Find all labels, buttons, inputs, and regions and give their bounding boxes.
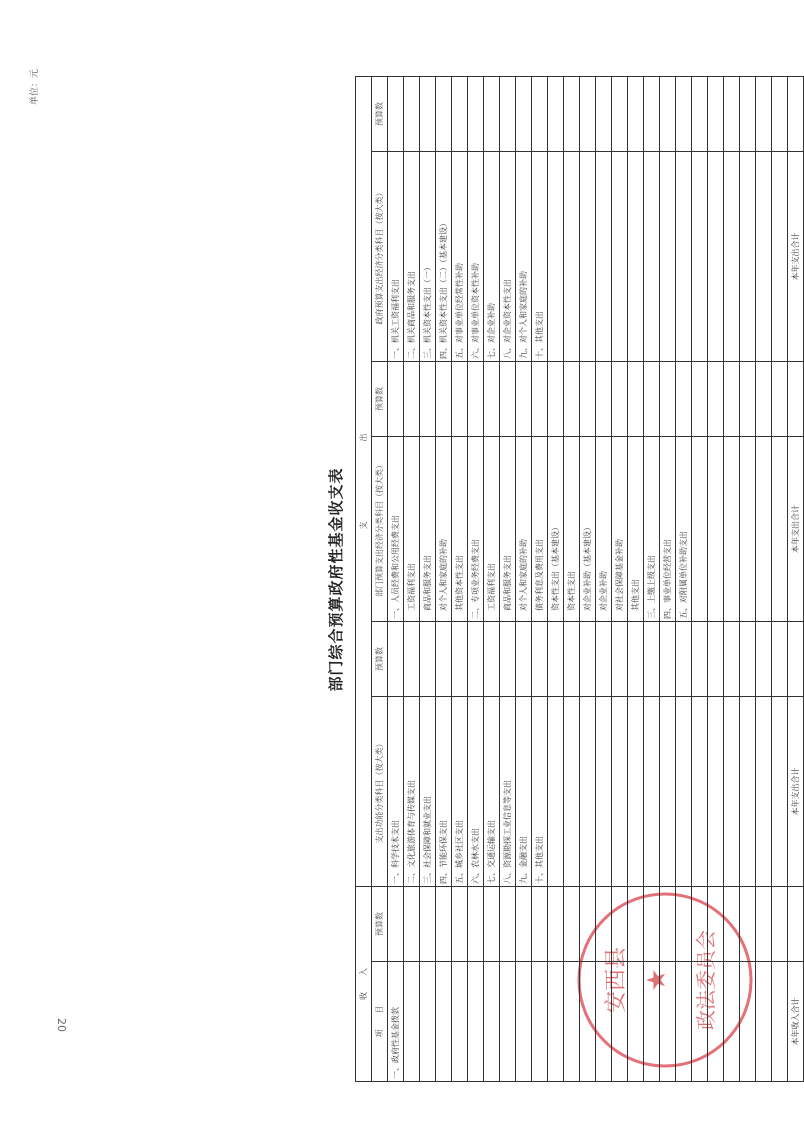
table-cell xyxy=(612,362,628,437)
table-cell xyxy=(740,887,756,962)
table-cell xyxy=(724,622,740,697)
table-cell: 四、事业单位经营支出 xyxy=(660,437,676,622)
table-cell xyxy=(532,887,548,962)
table-cell xyxy=(612,697,628,887)
table-cell: 十、其他支出 xyxy=(532,152,548,362)
col-func: 支出功能分类科目（按大类） xyxy=(372,697,388,887)
table-cell xyxy=(500,76,516,151)
table-cell xyxy=(772,962,788,1082)
table-cell: 资本性支出 xyxy=(564,437,580,622)
table-cell xyxy=(612,962,628,1082)
table-cell xyxy=(740,697,756,887)
table-cell xyxy=(596,697,612,887)
table-cell xyxy=(468,962,484,1082)
table-row xyxy=(564,76,580,1081)
table-cell xyxy=(772,76,788,151)
table-cell xyxy=(548,962,564,1082)
expense-total-dept: 本年支出合计 xyxy=(788,437,804,622)
table-cell xyxy=(452,76,468,151)
table-cell xyxy=(660,697,676,887)
col-budget2: 预算数 xyxy=(372,622,388,697)
table-cell xyxy=(516,887,532,962)
table-cell: 商品和服务支出 xyxy=(420,437,436,622)
table-cell xyxy=(628,962,644,1082)
table-row xyxy=(580,76,596,1081)
table-cell xyxy=(708,437,724,622)
table-row xyxy=(596,76,612,1081)
table-row xyxy=(388,76,404,1081)
table-cell xyxy=(644,76,660,151)
table-cell xyxy=(420,362,436,437)
table-cell xyxy=(612,622,628,697)
table-cell: 对个人和家庭的补助 xyxy=(436,437,452,622)
table-row xyxy=(500,76,516,1081)
table-cell xyxy=(708,152,724,362)
table-cell xyxy=(404,362,420,437)
table-row xyxy=(516,76,532,1081)
table-cell: 三、上缴上级支出 xyxy=(644,437,660,622)
table-cell xyxy=(452,887,468,962)
table-cell xyxy=(564,887,580,962)
table-cell xyxy=(724,697,740,887)
table-cell xyxy=(772,437,788,622)
table-cell: 工资福利支出 xyxy=(484,437,500,622)
table-cell xyxy=(772,887,788,962)
rotated-sheet xyxy=(25,69,800,1082)
table-cell xyxy=(596,76,612,151)
table-cell xyxy=(724,362,740,437)
income-header: 收 入 xyxy=(356,887,372,1082)
table-cell: 八、对企业资本性支出 xyxy=(500,152,516,362)
table-cell xyxy=(404,962,420,1082)
table-cell xyxy=(692,697,708,887)
table-cell xyxy=(692,887,708,962)
table-row xyxy=(628,76,644,1081)
table-cell xyxy=(500,962,516,1082)
table-cell xyxy=(500,887,516,962)
table-cell xyxy=(740,962,756,1082)
col-budget4: 预算数 xyxy=(372,76,388,151)
table-row xyxy=(452,76,468,1081)
table-cell xyxy=(756,697,772,887)
table-cell xyxy=(724,76,740,151)
table-cell xyxy=(708,962,724,1082)
table-cell: 债务利息及费用支出 xyxy=(532,437,548,622)
table-cell xyxy=(548,622,564,697)
table-cell xyxy=(612,887,628,962)
table-cell xyxy=(580,622,596,697)
table-cell xyxy=(708,887,724,962)
expense-total-gov: 本年支出合计 xyxy=(788,152,804,362)
table-cell xyxy=(644,962,660,1082)
table-cell xyxy=(676,152,692,362)
table-cell: 六、对事业单位资本性补助 xyxy=(468,152,484,362)
table-cell xyxy=(468,76,484,151)
table-cell xyxy=(708,697,724,887)
table-cell xyxy=(420,622,436,697)
table-cell xyxy=(564,362,580,437)
table-cell xyxy=(564,152,580,362)
table-cell xyxy=(692,152,708,362)
table-cell xyxy=(644,697,660,887)
svg-text:政法委员会: 政法委员会 xyxy=(694,930,718,1030)
expense-header: 支 出 xyxy=(356,76,372,886)
table-cell xyxy=(564,76,580,151)
table-cell xyxy=(436,76,452,151)
budget-table xyxy=(355,76,804,1082)
table-cell: 三、机关资本性支出（一） xyxy=(420,152,436,362)
table-cell xyxy=(676,887,692,962)
table-cell xyxy=(420,887,436,962)
table-cell: 五、对事业单位经常性补助 xyxy=(452,152,468,362)
table-cell: 四、机关资本性支出（二）（基本建设） xyxy=(436,152,452,362)
table-cell xyxy=(484,76,500,151)
header-row-columns xyxy=(372,76,388,1081)
table-cell xyxy=(580,887,596,962)
table-cell xyxy=(676,76,692,151)
table-cell xyxy=(740,362,756,437)
table-cell xyxy=(724,437,740,622)
table-cell: 对企业补助（基本建设） xyxy=(580,437,596,622)
unit-label: 单位：元 xyxy=(30,69,40,106)
table-cell xyxy=(564,697,580,887)
table-cell xyxy=(676,362,692,437)
col-budget: 预算数 xyxy=(372,887,388,962)
table-cell xyxy=(452,962,468,1082)
expense-total-gov-value xyxy=(788,76,804,151)
table-cell xyxy=(628,362,644,437)
col-dept-econ: 部门预算支出经济分类科目（按大类） xyxy=(372,437,388,622)
table-cell: 一、政府性基金拨款 xyxy=(388,962,404,1082)
table-cell xyxy=(708,362,724,437)
table-cell xyxy=(596,962,612,1082)
table-cell xyxy=(612,152,628,362)
table-cell xyxy=(644,152,660,362)
table-cell xyxy=(692,362,708,437)
table-cell xyxy=(596,152,612,362)
table-cell xyxy=(692,437,708,622)
table-cell: 八、资源勘探工业信息等支出 xyxy=(500,697,516,887)
table-cell xyxy=(404,76,420,151)
table-cell xyxy=(564,962,580,1082)
table-cell xyxy=(628,622,644,697)
table-cell xyxy=(404,622,420,697)
table-cell xyxy=(676,697,692,887)
table-cell xyxy=(692,962,708,1082)
table-cell xyxy=(548,362,564,437)
table-cell xyxy=(436,362,452,437)
table-cell: 二、专项业务经费支出 xyxy=(468,437,484,622)
table-cell: 其他支出 xyxy=(628,437,644,622)
table-cell xyxy=(740,76,756,151)
table-cell: 一、机关工资福利支出 xyxy=(388,152,404,362)
table-row xyxy=(612,76,628,1081)
col-budget3: 预算数 xyxy=(372,362,388,437)
table-cell xyxy=(516,962,532,1082)
page-number: 20 xyxy=(55,1018,68,1032)
table-cell xyxy=(580,697,596,887)
table-cell xyxy=(580,362,596,437)
table-cell: 五、城乡社区支出 xyxy=(452,697,468,887)
table-cell: 一、人员经费和公用经费支出 xyxy=(388,437,404,622)
table-cell xyxy=(596,362,612,437)
page-title: 部门综合预算政府性基金收支表 xyxy=(327,467,345,692)
table-cell xyxy=(468,887,484,962)
table-cell xyxy=(692,76,708,151)
table-cell xyxy=(772,697,788,887)
expense-total-func-value xyxy=(788,622,804,697)
table-cell xyxy=(676,622,692,697)
table-cell: 资本性支出（基本建设） xyxy=(548,437,564,622)
table-cell xyxy=(548,152,564,362)
table-row xyxy=(772,76,788,1081)
table-cell xyxy=(756,962,772,1082)
table-cell xyxy=(740,152,756,362)
table-cell xyxy=(756,362,772,437)
table-cell xyxy=(660,152,676,362)
table-cell xyxy=(628,697,644,887)
table-cell xyxy=(548,697,564,887)
table-cell xyxy=(772,622,788,697)
table-cell xyxy=(468,362,484,437)
income-total-value xyxy=(788,887,804,962)
table-cell xyxy=(532,362,548,437)
table-cell: 商品和服务支出 xyxy=(500,437,516,622)
table-cell xyxy=(580,962,596,1082)
table-cell xyxy=(452,622,468,697)
table-cell: 工资福利支出 xyxy=(404,437,420,622)
table-cell: 四、节能环保支出 xyxy=(436,697,452,887)
table-cell xyxy=(516,76,532,151)
table-cell: 对个人和家庭的补助 xyxy=(516,437,532,622)
table-cell xyxy=(484,887,500,962)
table-cell xyxy=(532,76,548,151)
table-cell: 五、对附属单位补助支出 xyxy=(676,437,692,622)
table-row xyxy=(420,76,436,1081)
table-row xyxy=(692,76,708,1081)
table-cell xyxy=(692,622,708,697)
table-cell xyxy=(660,887,676,962)
table-cell: 一、科学技术支出 xyxy=(388,697,404,887)
svg-text:安西县: 安西县 xyxy=(604,946,629,1014)
table-cell xyxy=(644,622,660,697)
table-cell xyxy=(772,362,788,437)
col-gov-econ: 政府预算支出经济分类科目（按大类） xyxy=(372,152,388,362)
table-cell xyxy=(484,362,500,437)
table-cell xyxy=(740,437,756,622)
table-row xyxy=(404,76,420,1081)
table-cell xyxy=(596,622,612,697)
table-cell xyxy=(436,622,452,697)
table-row xyxy=(468,76,484,1081)
table-cell: 六、农林水支出 xyxy=(468,697,484,887)
table-cell: 对社会保障基金补助 xyxy=(612,437,628,622)
table-row xyxy=(708,76,724,1081)
table-cell: 十、其他支出 xyxy=(532,697,548,887)
table-cell xyxy=(724,887,740,962)
table-cell xyxy=(724,962,740,1082)
table-cell xyxy=(420,962,436,1082)
table-cell xyxy=(420,76,436,151)
table-cell xyxy=(660,362,676,437)
table-cell xyxy=(388,76,404,151)
table-row xyxy=(644,76,660,1081)
table-cell: 其他资本性支出 xyxy=(452,437,468,622)
table-row xyxy=(484,76,500,1081)
table-cell xyxy=(548,887,564,962)
table-cell xyxy=(436,887,452,962)
table-cell xyxy=(564,622,580,697)
table-cell: 九、金融支出 xyxy=(516,697,532,887)
table-cell: 二、文化旅游体育与传媒支出 xyxy=(404,697,420,887)
table-cell xyxy=(436,962,452,1082)
table-cell xyxy=(484,622,500,697)
table-cell xyxy=(628,152,644,362)
table-row xyxy=(724,76,740,1081)
table-cell xyxy=(548,76,564,151)
table-cell xyxy=(708,76,724,151)
table-cell xyxy=(388,622,404,697)
table-cell xyxy=(388,362,404,437)
table-row xyxy=(740,76,756,1081)
table-cell xyxy=(756,437,772,622)
table-cell: 对企业补助 xyxy=(596,437,612,622)
table-cell xyxy=(516,362,532,437)
table-row xyxy=(548,76,564,1081)
table-cell xyxy=(644,887,660,962)
table-cell xyxy=(500,622,516,697)
header-row-group xyxy=(356,76,372,1081)
table-cell xyxy=(596,887,612,962)
expense-total-func: 本年支出合计 xyxy=(788,697,804,887)
table-row xyxy=(756,76,772,1081)
table-cell: 九、对个人和家庭的补助 xyxy=(516,152,532,362)
income-total: 本年收入合计 xyxy=(788,962,804,1082)
table-row xyxy=(660,76,676,1081)
table-cell xyxy=(660,622,676,697)
table-cell xyxy=(660,962,676,1082)
table-cell xyxy=(388,887,404,962)
table-row xyxy=(676,76,692,1081)
svg-text:★: ★ xyxy=(642,968,672,992)
totals-row xyxy=(788,76,804,1081)
table-cell xyxy=(756,887,772,962)
table-cell xyxy=(676,962,692,1082)
table-cell xyxy=(612,76,628,151)
table-cell xyxy=(580,152,596,362)
table-row xyxy=(532,76,548,1081)
table-cell: 七、对企业补助 xyxy=(484,152,500,362)
table-cell xyxy=(580,76,596,151)
table-cell xyxy=(500,362,516,437)
table-cell xyxy=(452,362,468,437)
table-cell xyxy=(484,962,500,1082)
table-cell xyxy=(532,962,548,1082)
table-cell xyxy=(708,622,724,697)
table-cell xyxy=(516,622,532,697)
table-cell xyxy=(756,152,772,362)
table-cell xyxy=(724,152,740,362)
table-cell xyxy=(660,76,676,151)
table-cell xyxy=(404,887,420,962)
table-cell xyxy=(628,76,644,151)
col-project: 项 目 xyxy=(372,962,388,1082)
table-cell xyxy=(772,152,788,362)
table-cell xyxy=(740,622,756,697)
table-cell xyxy=(532,622,548,697)
table-cell: 七、交通运输支出 xyxy=(484,697,500,887)
table-cell xyxy=(468,622,484,697)
table-row xyxy=(436,76,452,1081)
table-cell: 三、社会保障和就业支出 xyxy=(420,697,436,887)
table-cell: 二、机关商品和服务支出 xyxy=(404,152,420,362)
table-cell xyxy=(628,887,644,962)
expense-total-dept-value xyxy=(788,362,804,437)
table-cell xyxy=(756,76,772,151)
table-cell xyxy=(644,362,660,437)
table-cell xyxy=(756,622,772,697)
